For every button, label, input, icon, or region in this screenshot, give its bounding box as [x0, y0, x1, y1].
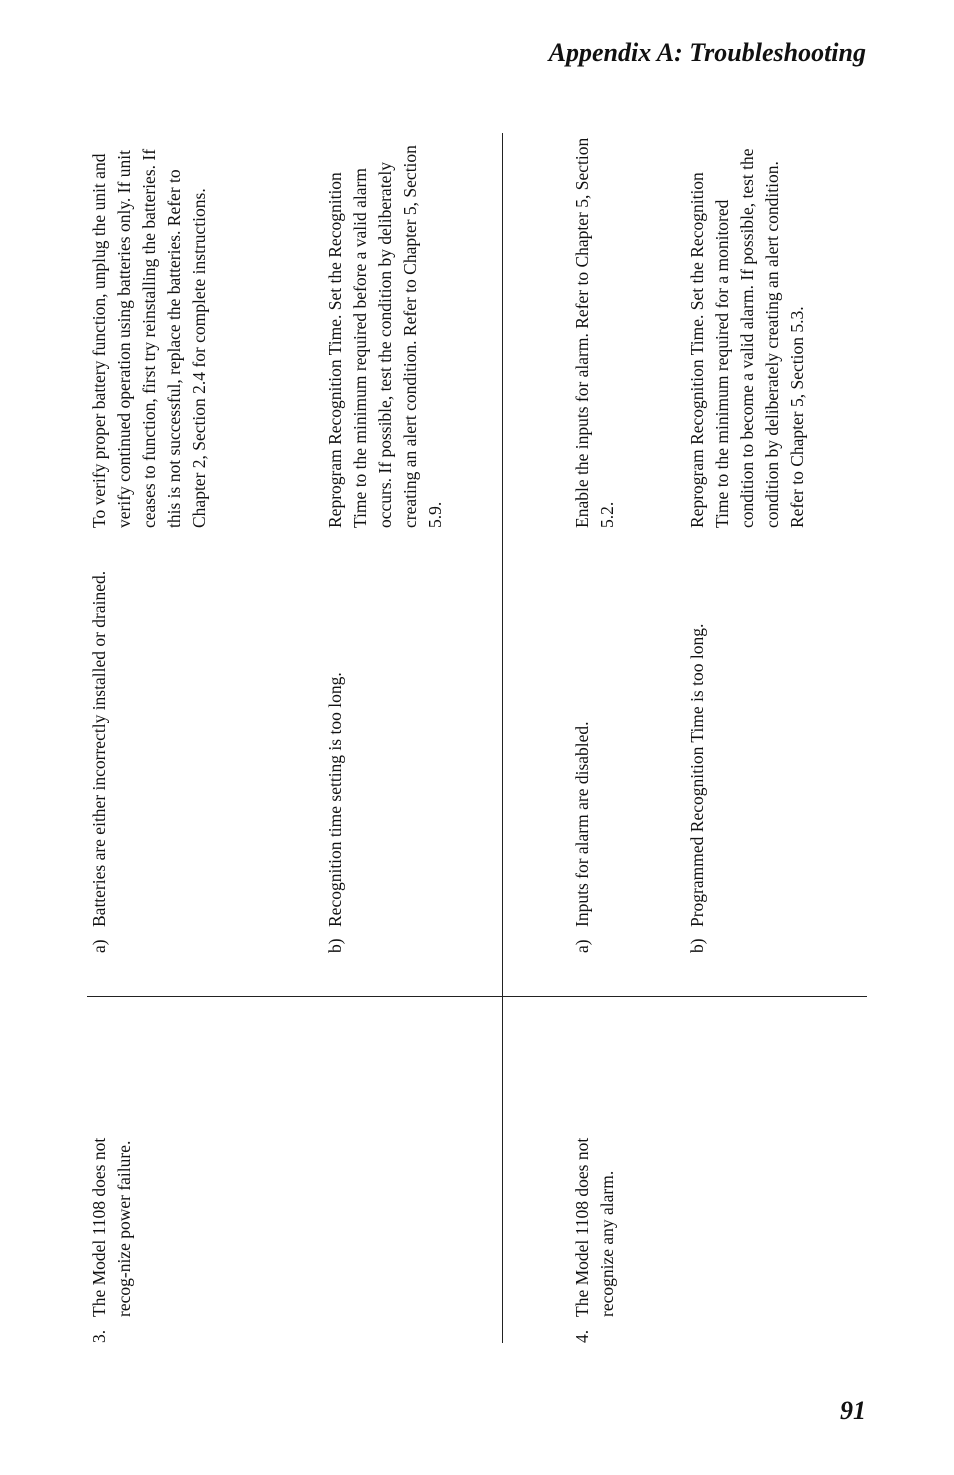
- solution-text: To verify proper battery function, unplug the unit and verify continued operation using batteries only. If unit ceases to function, first try reinstalling the batteries. If this is not successful, replace the batteries. Refer to Chapter 2, Section 2.4 for complete instructions.: [89, 148, 209, 528]
- cause-letter: b): [687, 938, 707, 953]
- solution-text: Enable the inputs for alarm. Refer to Chapter 5, Section 5.2.: [572, 137, 617, 528]
- cause-letter: a): [572, 939, 592, 953]
- solution-text: Reprogram Recognition Time. Set the Recognition Time to the minimum required before a valid alarm occurs. If possible, test the condition by deliberately creating an alert condition. Refer to Chapter 5, Section 5.9.: [325, 145, 445, 528]
- troubleshooting-table: [87, 133, 867, 1343]
- solution-text: Reprogram Recognition Time. Set the Recognition Time to the minimum required for a monitored condition to become a valid alarm. If possible, test the condition by deliberately creating an alert condition. Refer to Chapter 5, Section 5.3.: [687, 148, 807, 528]
- cause-letter: b): [325, 938, 345, 953]
- cause-text: Batteries are either incorrectly installed or drained.: [89, 570, 109, 927]
- row-number: 4.: [572, 1329, 592, 1343]
- column-divider: [87, 996, 867, 997]
- cause-text: Inputs for alarm are disabled.: [572, 721, 592, 927]
- page-number: 91: [840, 1396, 866, 1425]
- page-header: Appendix A: Troubleshooting: [548, 38, 866, 67]
- cause-text: Recognition time setting is too long.: [325, 672, 345, 927]
- cause-letter: a): [89, 939, 109, 953]
- row-divider: [502, 133, 503, 1343]
- problem-text: The Model 1108 does not recognize any alarm.: [572, 1137, 617, 1317]
- row-number: 3.: [89, 1329, 109, 1343]
- problem-text: The Model 1108 does not recog-nize power failure.: [89, 1137, 134, 1317]
- cause-text: Programmed Recognition Time is too long.: [687, 623, 707, 927]
